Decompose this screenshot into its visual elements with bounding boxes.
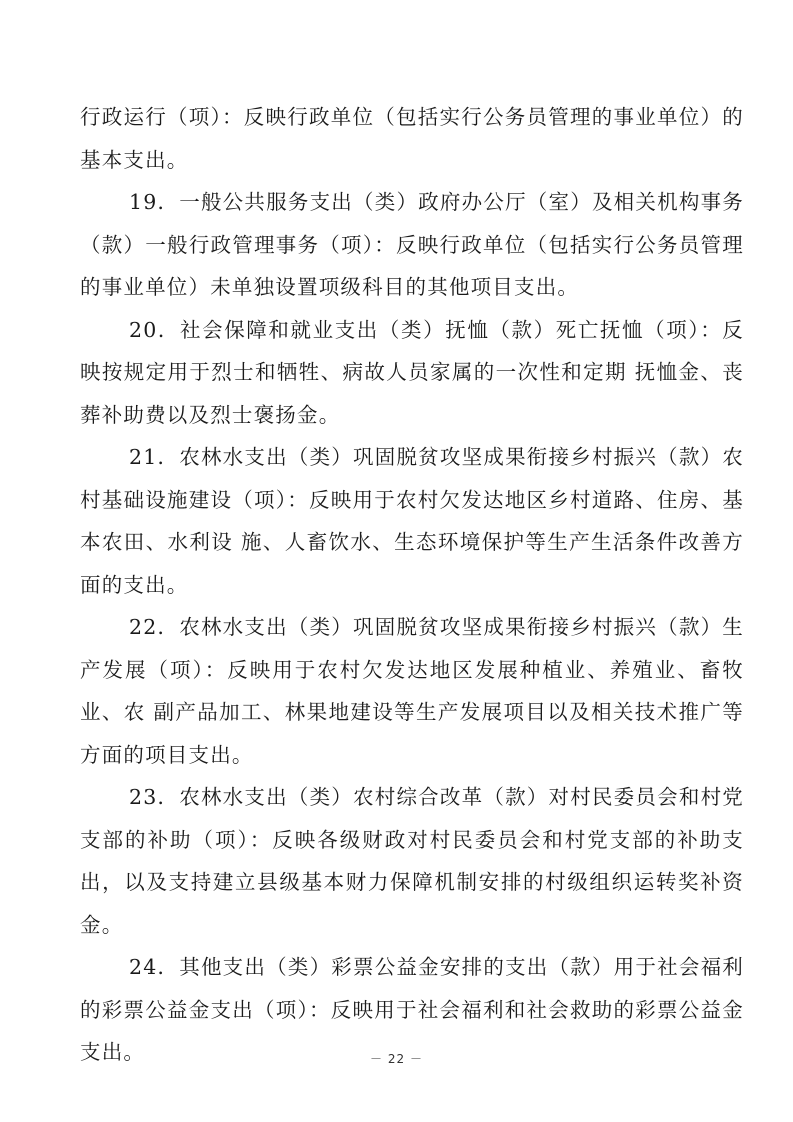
paragraph-item-23: 23．农林水支出（类）农村综合改革（款）对村民委员会和村党支部的补助（项）：反映各级财政对村民委员会和村党支部的补助支出，以及支持建立县级基本财力保障机制安排的村级组织运转奖补资金。 xyxy=(80,785,744,937)
document-body xyxy=(80,96,744,1074)
paragraph-item-21: 21．农林水支出（类）巩固脱贫攻坚成果衔接乡村振兴（款）农村基础设施建设（项）：反映用于农村欠发达地区乡村道路、住房、基本农田、水利设 施、人畜饮水、生态环境保护等生产生活条件改善方面的支出。 xyxy=(80,445,744,597)
paragraph-continued: 行政运行（项）：反映行政单位（包括实行公务员管理的事业单位）的基本支出。 xyxy=(80,105,744,172)
paragraph-item-19: 19．一般公共服务支出（类）政府办公厅（室）及相关机构事务（款）一般行政管理事务（项）：反映行政单位（包括实行公务员管理的事业单位）未单独设置项级科目的其他项目支出。 xyxy=(80,190,744,299)
paragraph-item-20: 20．社会保障和就业支出（类）抚恤（款）死亡抚恤（项）：反映按规定用于烈士和牺牲、病故人员家属的一次性和定期 抚恤金、丧葬补助费以及烈士褒扬金。 xyxy=(80,317,744,427)
paragraph-item-24: 24．其他支出（类）彩票公益金安排的支出（款）用于社会福利的彩票公益金支出（项）：反映用于社会福利和社会救助的彩票公益金支出。 xyxy=(80,955,744,1064)
page-number: － 22 － xyxy=(370,1052,423,1066)
paragraph-item-22: 22．农林水支出（类）巩固脱贫攻坚成果衔接乡村振兴（款）生产发展（项）：反映用于农村欠发达地区发展种植业、养殖业、畜牧业、农 副产品加工、林果地建设等生产发展项目以及相关技术推广等 方面的项目支出。 xyxy=(80,615,744,767)
